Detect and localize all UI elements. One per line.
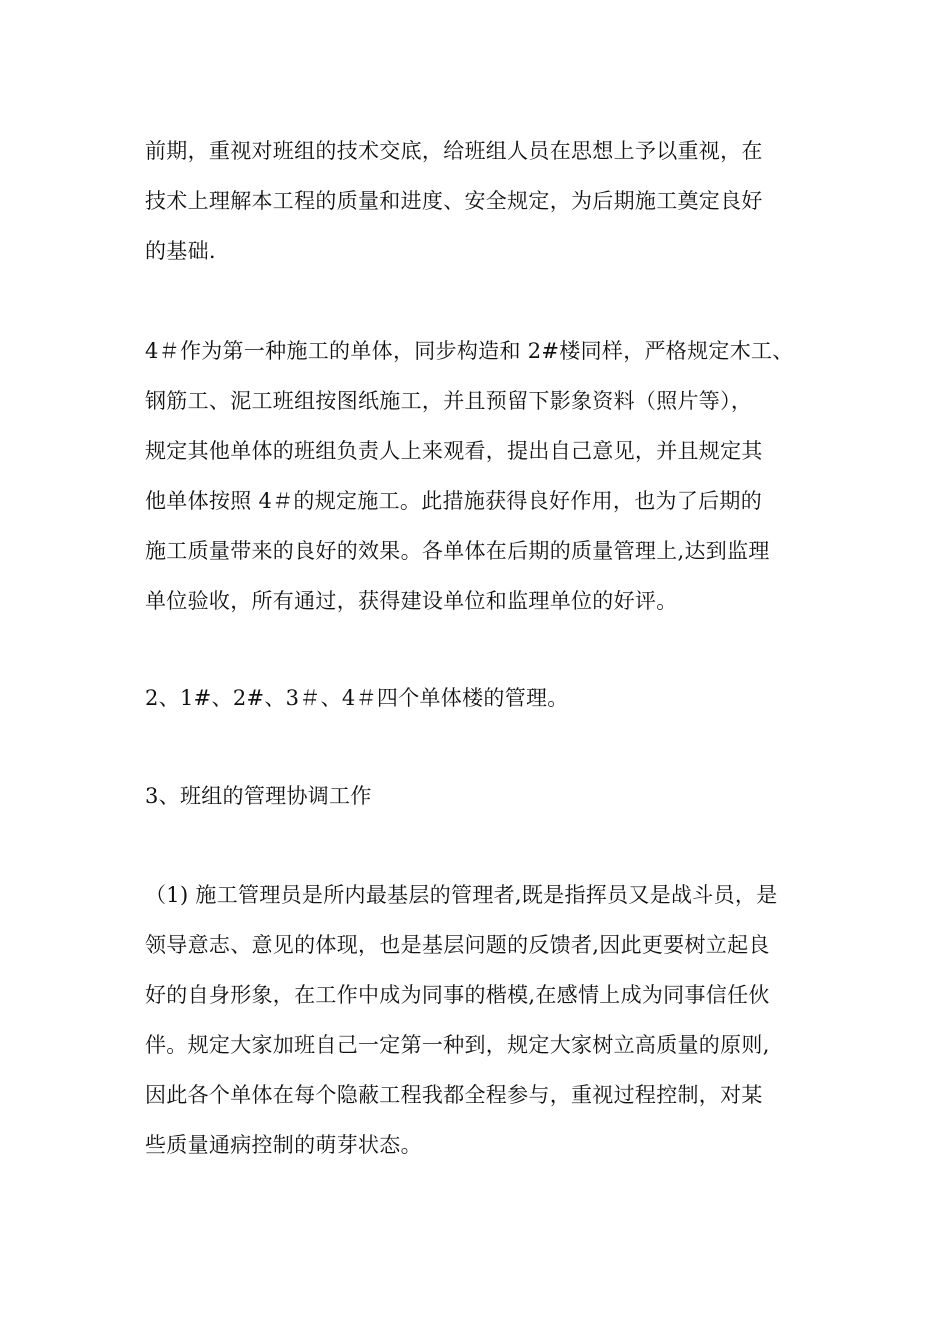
paragraph-5-line-4: 伴。规定大家加班自己一定第一种到，规定大家树立高质量的原则,	[145, 1033, 770, 1057]
paragraph-1-line-1: 前期，重视对班组的技术交底，给班组人员在思想上予以重视，在	[145, 139, 763, 163]
paragraph-5-line-5: 因此各个单体在每个隐蔽工程我都全程参与，重视过程控制，对某	[145, 1083, 763, 1107]
section-heading-2: 2、1#、2#、3＃、4＃四个单体楼的管理。	[145, 686, 569, 710]
paragraph-2-line-5: 施工质量带来的良好的效果。各单体在后期的质量管理上,达到监理	[145, 539, 770, 563]
paragraph-5-line-6: 些质量通病控制的萌芽状态。	[145, 1133, 422, 1157]
paragraph-2-line-6: 单位验收，所有通过，获得建设单位和监理单位的好评。	[145, 589, 678, 613]
paragraph-1-line-2: 技术上理解本工程的质量和进度、安全规定，为后期施工奠定良好	[145, 189, 763, 213]
paragraph-5-line-2: 领导意志、意见的体现，也是基层问题的反馈者,因此更要树立起良	[145, 933, 770, 957]
section-heading-3: 3、班组的管理协调工作	[145, 784, 372, 808]
paragraph-5-line-3: 好的自身形象，在工作中成为同事的楷模,在感情上成为同事信任伙	[145, 983, 770, 1007]
paragraph-2-line-2: 钢筋工、泥工班组按图纸施工，并且预留下影象资料（照片等），	[145, 389, 753, 413]
paragraph-2-line-3: 规定其他单体的班组负责人上来观看，提出自己意见，并且规定其	[145, 439, 763, 463]
paragraph-5-line-1: （1) 施工管理员是所内最基层的管理者,既是指挥员又是战斗员，是	[145, 883, 778, 907]
paragraph-1-line-3: 的基础.	[145, 239, 216, 263]
paragraph-2-line-1: 4＃作为第一种施工的单体，同步构造和 2#楼同样，严格规定木工、	[145, 339, 794, 363]
paragraph-2-line-4: 他单体按照 4＃的规定施工。此措施获得良好作用，也为了后期的	[145, 489, 763, 513]
